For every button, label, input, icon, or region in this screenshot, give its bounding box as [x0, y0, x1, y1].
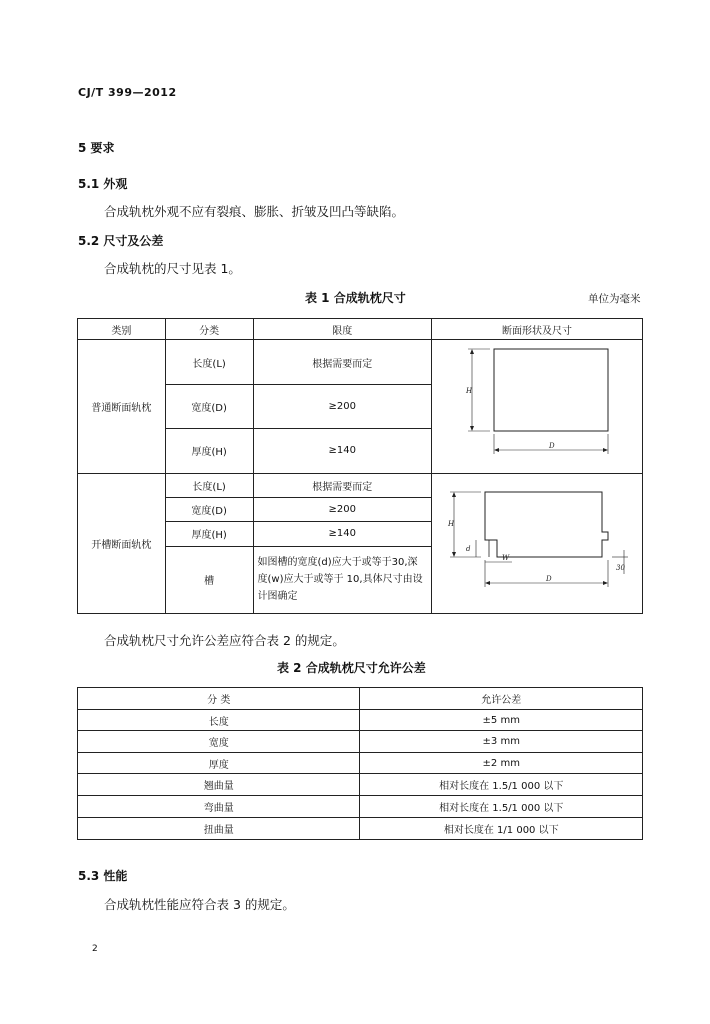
dim-H2-label: H — [447, 520, 455, 528]
table1-cell-item: 厚度(H) — [165, 428, 253, 473]
section-5-1-text: 合成轨枕外观不应有裂痕、膨胀、折皱及凹凸等缺陷。 — [104, 204, 405, 219]
table1-cell-item: 厚度(H) — [165, 522, 253, 547]
table2-cell-item: 翘曲量 — [78, 774, 360, 796]
table1-cell-item: 宽度(D) — [165, 385, 253, 428]
dim-D-label: D — [548, 442, 555, 450]
table2-cell-tol: 相对长度在 1.5/1 000 以下 — [360, 796, 643, 818]
slotted-section-figure — [431, 474, 642, 614]
table1-header-section: 断面形状及尺寸 — [431, 319, 642, 340]
table1-caption: 表 1 合成轨枕尺寸 — [305, 291, 406, 305]
table1-cell-limit: 根据需要而定 — [253, 340, 431, 385]
dim-D2-label: D — [545, 575, 552, 583]
dim-d-label: d — [465, 545, 471, 553]
document-code: CJ/T 399—2012 — [78, 86, 177, 99]
table1-group-slotted: 开槽断面轨枕 — [78, 474, 166, 614]
normal-section-drawing — [432, 340, 642, 470]
table2-intro-text: 合成轨枕尺寸允许公差应符合表 2 的规定。 — [104, 633, 345, 648]
table1-group-normal: 普通断面轨枕 — [78, 340, 166, 474]
table2-header-class: 分 类 — [78, 688, 360, 710]
table1-header-class: 分类 — [165, 319, 253, 340]
table1-cell-item: 长度(L) — [165, 474, 253, 498]
table2 — [77, 687, 643, 840]
table1-cell-limit: ≥200 — [253, 497, 431, 522]
dim-H-label: H — [465, 387, 473, 395]
table1-header-category: 类别 — [78, 319, 166, 340]
section-5-2-title: 5.2 尺寸及公差 — [78, 234, 164, 248]
section-5-2-text: 合成轨枕的尺寸见表 1。 — [104, 261, 241, 276]
table1 — [77, 318, 643, 614]
dim-W-label: W — [501, 554, 510, 562]
table2-cell-item: 宽度 — [78, 731, 360, 753]
table1-cell-limit: 根据需要而定 — [253, 474, 431, 498]
table2-cell-item: 弯曲量 — [78, 796, 360, 818]
table1-cell-limit: ≥140 — [253, 522, 431, 547]
table2-header-tolerance: 允许公差 — [360, 688, 643, 710]
section-5-3-text: 合成轨枕性能应符合表 3 的规定。 — [104, 897, 295, 912]
table2-cell-item: 扭曲量 — [78, 818, 360, 840]
slotted-section-drawing — [432, 474, 642, 610]
table1-cell-item: 槽 — [165, 546, 253, 613]
table2-cell-item: 长度 — [78, 710, 360, 731]
table2-cell-item: 厚度 — [78, 753, 360, 774]
table2-caption: 表 2 合成轨枕尺寸允许公差 — [277, 661, 426, 675]
table2-cell-tol: 相对长度在 1/1 000 以下 — [360, 818, 643, 840]
table1-cell-slot-desc: 如图槽的宽度(d)应大于或等于30,深度(w)应大于或等于 10,具体尺寸由设计图确定 — [253, 546, 431, 613]
dim-30-label: 30 — [615, 564, 625, 572]
page-number: 2 — [92, 944, 98, 954]
table1-cell-limit: ≥140 — [253, 428, 431, 473]
table2-cell-tol: ±2 mm — [360, 753, 643, 774]
section-5-title: 5 要求 — [78, 141, 115, 155]
section-5-3-title: 5.3 性能 — [78, 869, 128, 883]
table1-cell-item: 长度(L) — [165, 340, 253, 385]
table2-cell-tol: 相对长度在 1.5/1 000 以下 — [360, 774, 643, 796]
normal-section-figure — [431, 340, 642, 474]
table1-unit: 单位为毫米 — [588, 293, 641, 305]
section-5-1-title: 5.1 外观 — [78, 177, 128, 191]
table2-cell-tol: ±5 mm — [360, 710, 643, 731]
table1-cell-limit: ≥200 — [253, 385, 431, 428]
table2-cell-tol: ±3 mm — [360, 731, 643, 753]
table1-cell-item: 宽度(D) — [165, 497, 253, 522]
table1-header-limit: 限度 — [253, 319, 431, 340]
